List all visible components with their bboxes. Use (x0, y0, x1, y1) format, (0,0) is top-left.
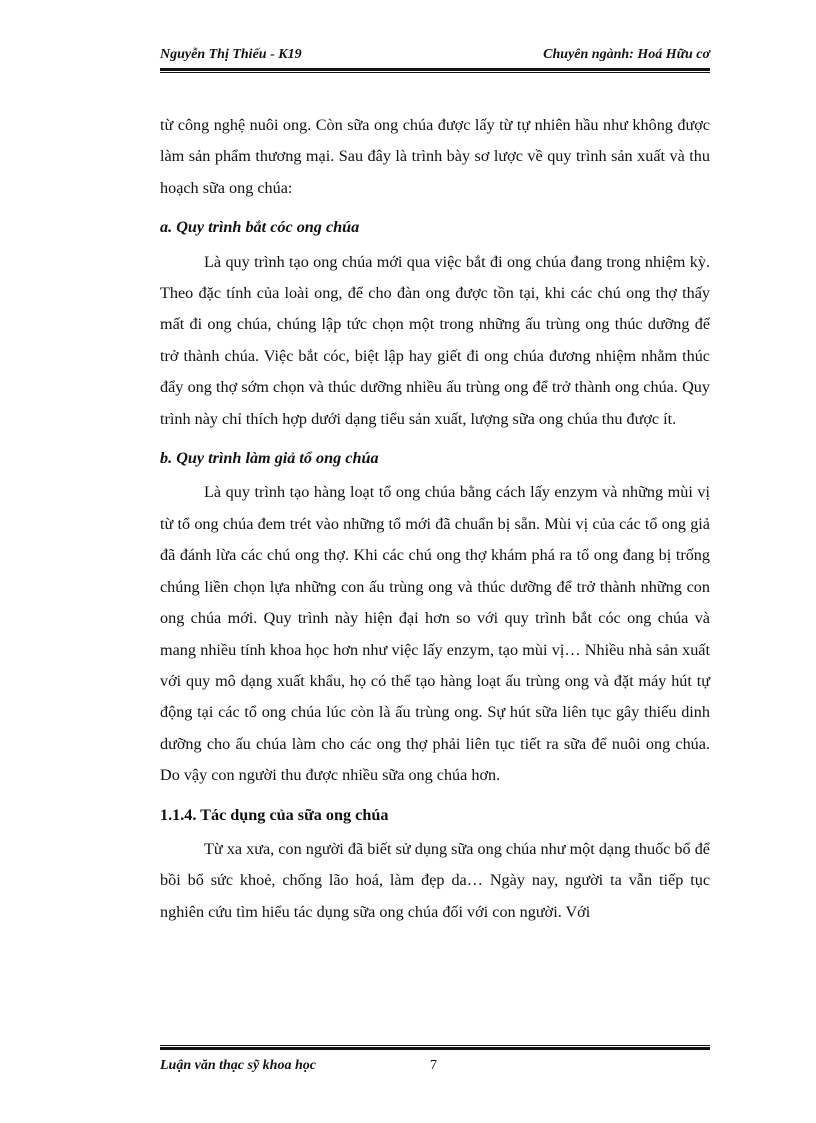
paragraph-section-b: Là quy trình tạo hàng loạt tổ ong chúa bằng cách lấy enzym và những mùi vị từ tổ ong chúa đem trét vào những tổ mới đã chuẩn bị sẵn. Mùi vị của các tổ ong giả đã đánh lừa các chú ong thợ. Khi các chú ong thợ khám phá ra tổ ong đang bị trống chúng liền chọn lựa những con ấu trùng ong và thúc dưỡng để trở thành những con ong chúa mới. Quy trình này hiện đại hơn so với quy trình bắt cóc ong chúa và mang nhiều tính khoa học hơn như việc lấy enzym, tạo mùi vị… Nhiều nhà sản xuất với quy mô dạng xuất khẩu, họ có thể tạo hàng loạt ấu trùng ong và đặt máy hút tự động tại các tổ ong chúa lúc còn là ấu trùng ong. Sự hút sữa liên tục gây thiếu dinh dưỡng cho ấu chúa làm cho các ong thợ phải liên tục tiết ra sữa để nuôi ong chúa. Do vậy con người thu được nhiều sữa ong chúa hơn. (160, 483, 710, 785)
footer-rule-thin (160, 1045, 710, 1046)
page-footer (160, 1058, 710, 1080)
footer-thesis-label: Luận văn thạc sỹ khoa học (160, 1058, 316, 1073)
page-header (160, 47, 710, 69)
footer-rule (160, 1045, 710, 1051)
paragraph-intro: từ công nghệ nuôi ong. Còn sữa ong chúa được lấy từ tự nhiên hầu như không được làm sản phẩm thương mại. Sau đây là trình bày sơ lược về quy trình sản xuất và thu hoạch sữa ong chúa: (160, 116, 710, 197)
heading-section-a: a. Quy trình bắt cóc ong chúa (160, 218, 360, 237)
paragraph-section-1-1-4: Từ xa xưa, con người đã biết sử dụng sữa ong chúa như một dạng thuốc bổ để bồi bổ sức khoẻ, chống lão hoá, làm đẹp da… Ngày nay, người ta vẫn tiếp tục nghiên cứu tìm hiểu tác dụng sữa ong chúa đối với con người. Với (160, 839, 710, 921)
footer-rule-thick (160, 1047, 710, 1050)
heading-section-b: b. Quy trình làm giả tổ ong chúa (160, 449, 379, 468)
header-author: Nguyễn Thị Thiếu - K19 (160, 47, 302, 62)
header-rule-thick (160, 68, 710, 71)
page-body (160, 110, 710, 928)
header-rule (160, 68, 710, 74)
paragraph-section-a: Là quy trình tạo ong chúa mới qua việc bắt đi ong chúa đang trong nhiệm kỳ. Theo đặc tính của loài ong, để cho đàn ong được tồn tại, khi các chú ong thợ thấy mất đi ong chúa, chúng lập tức chọn một trong những ấu trùng ong thúc dưỡng để trở thành chúa. Việc bắt cóc, biệt lập hay giết đi ong chúa đương nhiệm nhằm thúc đẩy ong thợ sớm chọn và thúc dưỡng nhiều ấu trùng ong để trở thành ong chúa. Quy trình này chỉ thích hợp dưới dạng tiểu sản xuất, lượng sữa ong chúa thu được ít. (160, 252, 710, 428)
heading-section-1-1-4: 1.1.4. Tác dụng của sữa ong chúa (160, 805, 389, 824)
header-specialty: Chuyên ngành: Hoá Hữu cơ (543, 47, 710, 62)
header-rule-thin (160, 72, 710, 73)
page-number: 7 (430, 1058, 437, 1073)
